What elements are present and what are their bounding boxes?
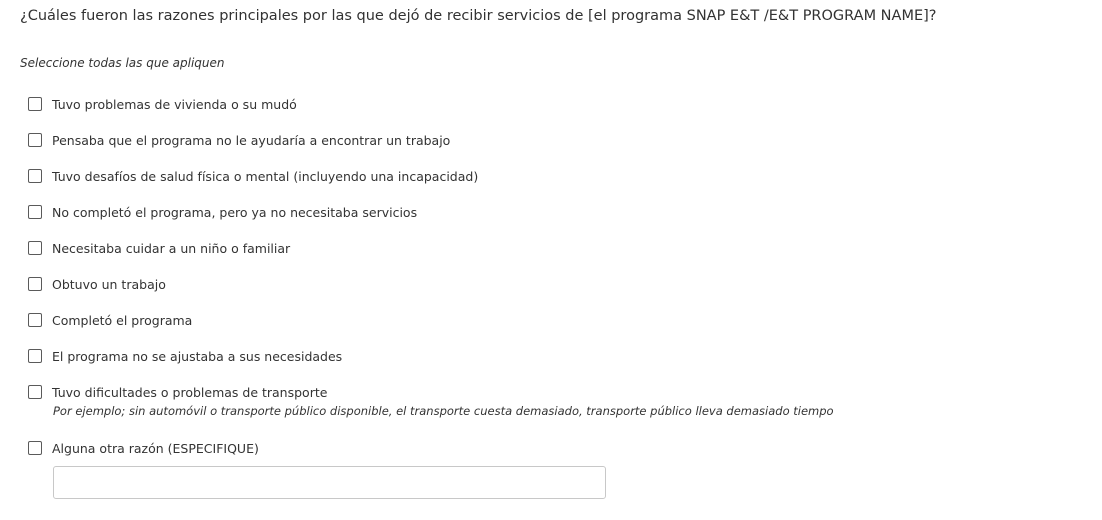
option-transport[interactable] [28,383,327,401]
other-checkbox[interactable] [28,441,42,455]
option-label: Tuvo problemas de vivienda o su mudó [52,96,297,112]
transport-checkbox[interactable] [28,385,42,399]
health-checkbox[interactable] [28,169,42,183]
option-label: Alguna otra razón (ESPECIFIQUE) [52,440,259,456]
option-label: Pensaba que el programa no le ayudaría a encontrar un trabajo [52,132,451,148]
no-job-help-checkbox[interactable] [28,133,42,147]
transport-hint: Por ejemplo; sin automóvil o transporte público disponible, el transporte cuesta demasiado, transporte público lleva demasiado tiempo [53,404,834,418]
housing-checkbox[interactable] [28,97,42,111]
option-health[interactable] [28,167,478,185]
option-label: Necesitaba cuidar a un niño o familiar [52,240,291,256]
option-label: Tuvo desafíos de salud física o mental (incluyendo una incapacidad) [52,168,479,184]
option-label: Obtuvo un trabajo [52,276,166,292]
caregiving-checkbox[interactable] [28,241,42,255]
option-label: Completó el programa [52,312,193,328]
option-label: No completó el programa, pero ya no necesitaba servicios [52,204,418,220]
option-caregiving[interactable] [28,239,290,257]
not-fit-checkbox[interactable] [28,349,42,363]
option-not-fit[interactable] [28,347,342,365]
option-no-job-help[interactable] [28,131,450,149]
option-completed[interactable] [28,311,192,329]
question-text: ¿Cuáles fueron las razones principales por las que dejó de recibir servicios de [el programa SNAP E&T /E&T PROGRAM NAME]? [20,8,937,24]
option-got-job[interactable] [28,275,166,293]
completed-checkbox[interactable] [28,313,42,327]
option-no-longer-needed[interactable] [28,203,417,221]
no-longer-needed-checkbox[interactable] [28,205,42,219]
option-housing[interactable] [28,95,297,113]
option-other[interactable] [28,439,259,457]
option-label: Tuvo dificultades o problemas de transporte [52,384,328,400]
option-label: El programa no se ajustaba a sus necesidades [52,348,343,364]
got-job-checkbox[interactable] [28,277,42,291]
other-specify-input[interactable] [53,466,606,499]
instruction-text: Seleccione todas las que apliquen [20,56,225,70]
